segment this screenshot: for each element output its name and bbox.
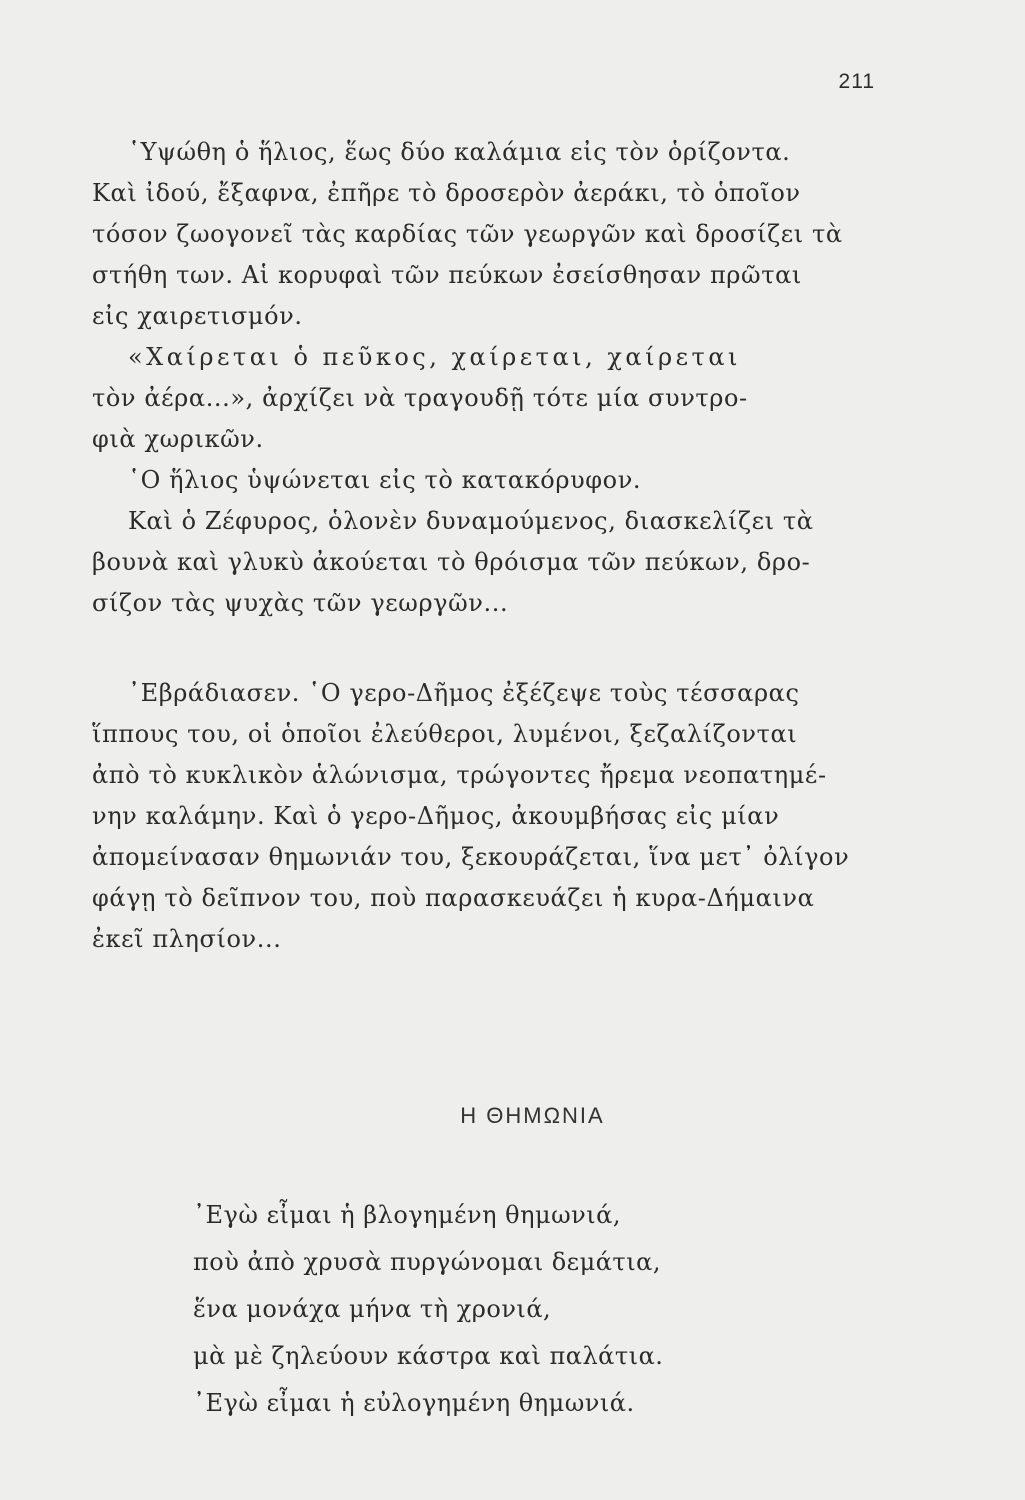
paragraph-2 (92, 337, 878, 460)
poem-line: ᾿Εγὼ εἶμαι ἡ εὐλογημένη θημωνιά. (193, 1389, 635, 1417)
poem-line: ᾿Εγὼ εἶμαι ἡ βλογημένη θημωνιά, (193, 1201, 621, 1229)
poem-line: ποὺ ἀπὸ χρυσὰ πυργώνομαι δεμάτια, (193, 1248, 661, 1276)
text-line: Καὶ ἰδού, ἔξαφνα, ἐπῆρε τὸ δροσερὸν ἀεράκι, τὸ ὁποῖον (92, 179, 801, 207)
text-line: σίζον τὰς ψυχὰς τῶν γεωργῶν... (92, 589, 509, 617)
text-line: στήθη των. Αἱ κορυφαὶ τῶν πεύκων ἐσείσθησαν πρῶται (92, 261, 802, 289)
text-line: ῾Υψώθη ὁ ἥλιος, ἕως δύο καλάμια εἰς τὸν ὁρίζοντα. (128, 138, 791, 166)
page-number: 211 (838, 70, 875, 93)
poem-line: ἕνα μονάχα μήνα τὴ χρονιά, (193, 1295, 552, 1323)
text-line: ἵππους του, οἱ ὁποῖοι ἐλεύθεροι, λυμένοι, ξεζαλίζονται (92, 720, 798, 748)
text-line: φιὰ χωρικῶν. (92, 425, 264, 453)
text-line: ῾Ο ἥλιος ὑψώνεται εἰς τὸ κατακόρυφον. (128, 466, 642, 494)
text-line: τόσον ζωογονεῖ τὰς καρδίας τῶν γεωργῶν καὶ δροσίζει τὰ (92, 220, 843, 248)
paragraph-1 (92, 132, 878, 337)
text-line: ἀπομείνασαν θημωνιάν του, ξεκουράζεται, ἵνα μετ᾿ ὀλίγον (92, 843, 850, 871)
text-line: φάγῃ τὸ δεῖπνον του, ποὺ παρασκευάζει ἡ κυρα-Δήμαινα (92, 884, 815, 912)
text-line: Καὶ ὁ Ζέφυρος, ὁλονὲν δυναμούμενος, διασκελίζει τὰ (128, 507, 814, 535)
poem (193, 1192, 663, 1427)
text-line: νην καλάμην. Καὶ ὁ γερο-Δῆμος, ἀκουμβήσας εἰς μίαν (92, 802, 780, 830)
prose-body (92, 132, 878, 960)
text-line: τὸν ἀέρα...», ἀρχίζει νὰ τραγουδῇ τότε μία συντρο- (92, 384, 748, 412)
section-title: Η ΘΗΜΩΝΙΑ (460, 1103, 605, 1128)
paragraph-gap (92, 624, 878, 673)
text-line: ᾿Εβράδιασεν. ῾Ο γερο-Δῆμος ἐξέζεψε τοὺς τέσσαρας (128, 679, 800, 707)
text-line: εἰς χαιρετισμόν. (92, 302, 303, 330)
paragraph-4 (92, 501, 878, 624)
paragraph-5 (92, 673, 878, 960)
text-line: «Χαίρεται ὁ πεῦκος, χαίρεται, χαίρεται (128, 343, 741, 371)
text-line: βουνὰ καὶ γλυκὺ ἀκούεται τὸ θρόισμα τῶν πεύκων, δρο- (92, 548, 811, 576)
text-line: ἀπὸ τὸ κυκλικὸν ἁλώνισμα, τρώγοντες ἤρεμα νεοπατημέ- (92, 761, 827, 789)
poem-line: μὰ μὲ ζηλεύουν κάστρα καὶ παλάτια. (193, 1342, 664, 1370)
paragraph-3 (92, 460, 878, 501)
text-line: ἐκεῖ πλησίον... (92, 925, 282, 953)
